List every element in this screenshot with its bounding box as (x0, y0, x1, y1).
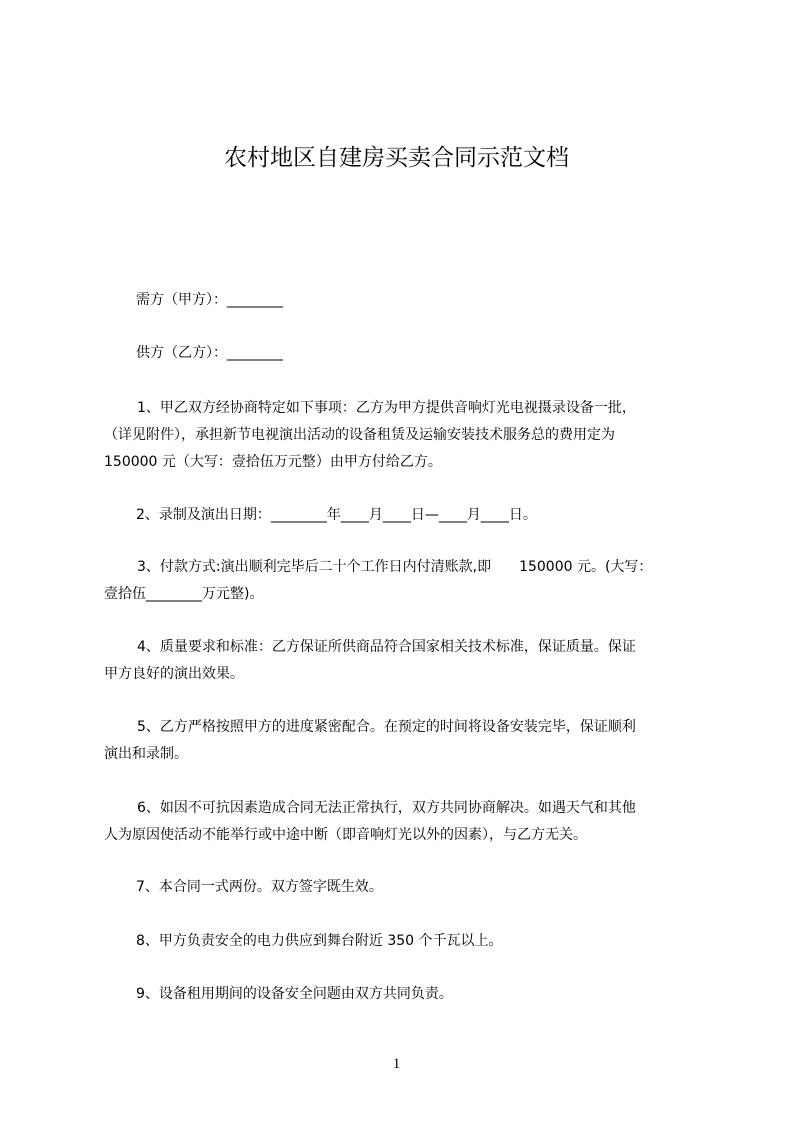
clause-2-text: 2、录制及演出日期：________年____月____日—____月____日。 (136, 507, 537, 523)
document-title: 农村地区自建房买卖合同示范文档 (224, 145, 569, 171)
clause-8-text: 8、甲方负责安全的电力供应到舞台附近 350 个千瓦以上。 (136, 933, 503, 949)
clause-7-text: 7、本合同一式两份。双方签字既生效。 (136, 879, 383, 895)
buyer-party-line (104, 287, 708, 314)
clause-1 (104, 395, 708, 476)
page-number: 1 (392, 1056, 401, 1072)
clause-3 (104, 554, 708, 608)
clause-6-line-2: 人为原因使活动不能举行或中途中断（即音响灯光以外的因素），与乙方无关。 (104, 827, 587, 843)
clause-9 (104, 981, 708, 1008)
clause-9-text: 9、设备租用期间的设备安全问题由双方共同负责。 (136, 986, 453, 1002)
clause-5 (104, 714, 708, 768)
clause-4-line-1: 4、质量要求和标准：乙方保证所供商品符合国家相关技术标准，保证质量。保证 (137, 639, 636, 655)
buyer-party-text: 需方（甲方）：________ (136, 292, 283, 308)
seller-party-line (104, 340, 708, 367)
clause-3-line-1: 3、付款方式:演出顺利完毕后二十个工作日内付清账款,即 150000 元。(大写： (137, 559, 653, 575)
clause-4-line-2: 甲方良好的演出效果。 (104, 666, 244, 682)
clause-3-line-2: 壹拾伍________万元整)。 (104, 586, 264, 602)
clause-6 (104, 795, 708, 849)
clause-4 (104, 634, 708, 688)
clause-1-line-1: 1、甲乙双方经协商特定如下事项：乙方为甲方提供音响灯光电视摄录设备一批， (137, 400, 636, 416)
clause-1-line-3: 150000 元（大写：壹拾伍万元整）由甲方付给乙方。 (104, 454, 442, 470)
seller-party-text: 供方（乙方）：________ (136, 345, 283, 361)
clause-8 (104, 928, 708, 955)
clause-5-line-1: 5、乙方严格按照甲方的进度紧密配合。在预定的时间将设备安装完毕，保证顺利 (137, 719, 636, 735)
clause-5-line-2: 演出和录制。 (104, 746, 188, 762)
clause-6-line-1: 6、如因不可抗因素造成合同无法正常执行，双方共同协商解决。如遇天气和其他 (137, 800, 636, 816)
clause-2 (104, 502, 708, 529)
clause-1-line-2: （详见附件），承担新节电视演出活动的设备租赁及运输安装技术服务总的费用定为 (104, 427, 615, 443)
clause-7 (104, 874, 708, 901)
